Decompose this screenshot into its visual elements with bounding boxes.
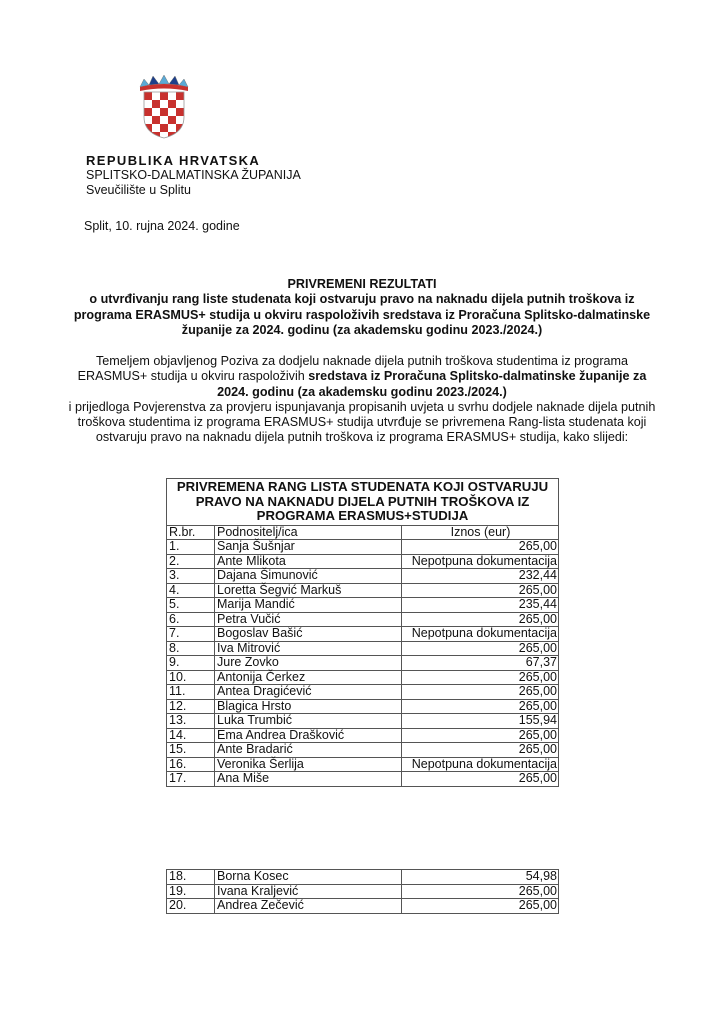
amount-value: 265,00 [402,685,559,700]
crest-square [168,92,176,100]
row-number: 1. [167,540,215,555]
crest-square [176,108,184,116]
county-name: SPLITSKO-DALMATINSKA ŽUPANIJA [86,168,301,182]
applicant-name: Loretta Šegvić Markuš [215,583,402,598]
amount-value: 265,00 [402,641,559,656]
crest-square [160,100,168,108]
letterhead [86,153,301,198]
table-row [167,714,559,729]
amount-value: Nepotpuna dokumentacija [402,627,559,642]
amount-value: 265,00 [402,670,559,685]
amount-value: 265,00 [402,884,559,899]
applicant-name: Ema Andrea Drašković [215,728,402,743]
table-row [167,583,559,598]
amount-value: 265,00 [402,699,559,714]
row-number: 6. [167,612,215,627]
amount-value: 235,44 [402,598,559,613]
crest-square [144,108,152,116]
table-row [167,554,559,569]
crest-square [176,100,184,108]
crest-square [144,116,152,124]
amount-value: 67,37 [402,656,559,671]
title-subheading: o utvrđivanju rang liste studenata koji ostvaruju pravo na naknadu dijela putnih troškova iz programa ERASMUS+ studija u okviru raspoloživih sredstava iz Proračuna Splitsko-dalmatinske županije za 2024. godinu (za akademsku godinu 2023./2024.) [73,292,651,338]
table-row [167,728,559,743]
ranking-table-continued [166,869,559,914]
amount-value: 265,00 [402,540,559,555]
amount-value: 265,00 [402,743,559,758]
applicant-name: Luka Trumbić [215,714,402,729]
crest-square [152,108,160,116]
crest-square [152,100,160,108]
table-row [167,899,559,914]
header-applicant: Podnositelj/ica [215,525,402,540]
table-row [167,757,559,772]
applicant-name: Antonija Čerkez [215,670,402,685]
applicant-name: Dajana Šimunović [215,569,402,584]
row-number: 8. [167,641,215,656]
row-number: 12. [167,699,215,714]
table-row [167,598,559,613]
crest-square [160,116,168,124]
crest-square [160,124,168,132]
intro-text-bold: sredstava iz Proračuna Splitsko-dalmatinske županije za 2024. godinu (za akademsku godinu 2023./2024.) [217,369,647,399]
table-row [167,772,559,787]
crest-square [168,100,176,108]
applicant-name: Ante Bradarić [215,743,402,758]
row-number: 14. [167,728,215,743]
intro-paragraph [64,354,660,446]
row-number: 11. [167,685,215,700]
croatian-coat-of-arms-icon [136,73,192,139]
table-caption: PRIVREMENA RANG LISTA STUDENATA KOJI OSTVARUJU PRAVO NA NAKNADU DIJELA PUTNIH TROŠKOVA IZ PROGRAMA ERASMUS+STUDIJA [167,479,559,526]
applicant-name: Ana Miše [215,772,402,787]
amount-value: 265,00 [402,583,559,598]
amount-value: 265,00 [402,612,559,627]
table-row [167,884,559,899]
crown-icon [140,75,188,91]
row-number: 2. [167,554,215,569]
crest-square [176,132,184,139]
table-header-row [167,525,559,540]
row-number: 5. [167,598,215,613]
crest-square [160,108,168,116]
row-number: 13. [167,714,215,729]
applicant-name: Ante Mlikota [215,554,402,569]
row-number: 7. [167,627,215,642]
amount-value: 265,00 [402,899,559,914]
amount-value: 265,00 [402,772,559,787]
amount-value: 54,98 [402,870,559,885]
amount-value: Nepotpuna dokumentacija [402,757,559,772]
applicant-name: Antea Dragićević [215,685,402,700]
table-row [167,656,559,671]
document-date: Split, 10. rujna 2024. godine [84,219,240,233]
crest-square [176,116,184,124]
applicant-name: Iva Mitrović [215,641,402,656]
table-row [167,641,559,656]
row-number: 15. [167,743,215,758]
crest-square [144,92,152,100]
crest-square [168,124,176,132]
applicant-name: Andrea Zečević [215,899,402,914]
amount-value: 232,44 [402,569,559,584]
amount-value: 155,94 [402,714,559,729]
table-row [167,685,559,700]
table-row [167,627,559,642]
intro-text-2: i prijedloga Povjerenstva za provjeru ispunjavanja propisanih uvjeta u svrhu dodjele naknade dijela putnih troškova studentima iz programa ERASMUS+ studija utvrđuje se privremena Rang-lista studenata koji ostvaruju pravo na naknadu dijela putnih troškova iz programa ERASMUS+ studija, kako slijedi: [68,399,656,445]
row-number: 4. [167,583,215,598]
row-number: 17. [167,772,215,787]
crest-square [160,92,168,100]
applicant-name: Jure Zovko [215,656,402,671]
table-row [167,612,559,627]
amount-value: 265,00 [402,728,559,743]
intro-text-1: Temeljem objavljenog Poziva za dodjelu naknade dijela putnih troškova studentima iz programa ERASMUS+ studija u okviru raspoloživih [77,354,629,384]
country-name: REPUBLIKA HRVATSKA [86,153,261,168]
table-row [167,540,559,555]
crest-square [152,124,160,132]
applicant-name: Ivana Kraljević [215,884,402,899]
crest-square [144,100,152,108]
header-rbr: R.br. [167,525,215,540]
row-number: 10. [167,670,215,685]
document-title [60,277,664,339]
crest-square [176,92,184,100]
crest-square [168,108,176,116]
table-row [167,670,559,685]
crest-square [152,116,160,124]
table-row [167,699,559,714]
table-row [167,870,559,885]
applicant-name: Sanja Šušnjar [215,540,402,555]
applicant-name: Marija Mandić [215,598,402,613]
ranking-table [166,478,559,787]
table-row [167,569,559,584]
applicant-name: Borna Kosec [215,870,402,885]
crest-square [152,92,160,100]
row-number: 16. [167,757,215,772]
crest-square [144,132,152,139]
row-number: 19. [167,884,215,899]
applicant-name: Bogoslav Bašić [215,627,402,642]
applicant-name: Veronika Šerlija [215,757,402,772]
title-heading: PRIVREMENI REZULTATI [287,277,437,291]
row-number: 3. [167,569,215,584]
row-number: 20. [167,899,215,914]
header-amount: Iznos (eur) [402,525,559,540]
applicant-name: Petra Vučić [215,612,402,627]
institution-name: Sveučilište u Splitu [86,183,191,197]
row-number: 18. [167,870,215,885]
amount-value: Nepotpuna dokumentacija [402,554,559,569]
table-row [167,743,559,758]
row-number: 9. [167,656,215,671]
crest-square [168,116,176,124]
applicant-name: Blagica Hrsto [215,699,402,714]
